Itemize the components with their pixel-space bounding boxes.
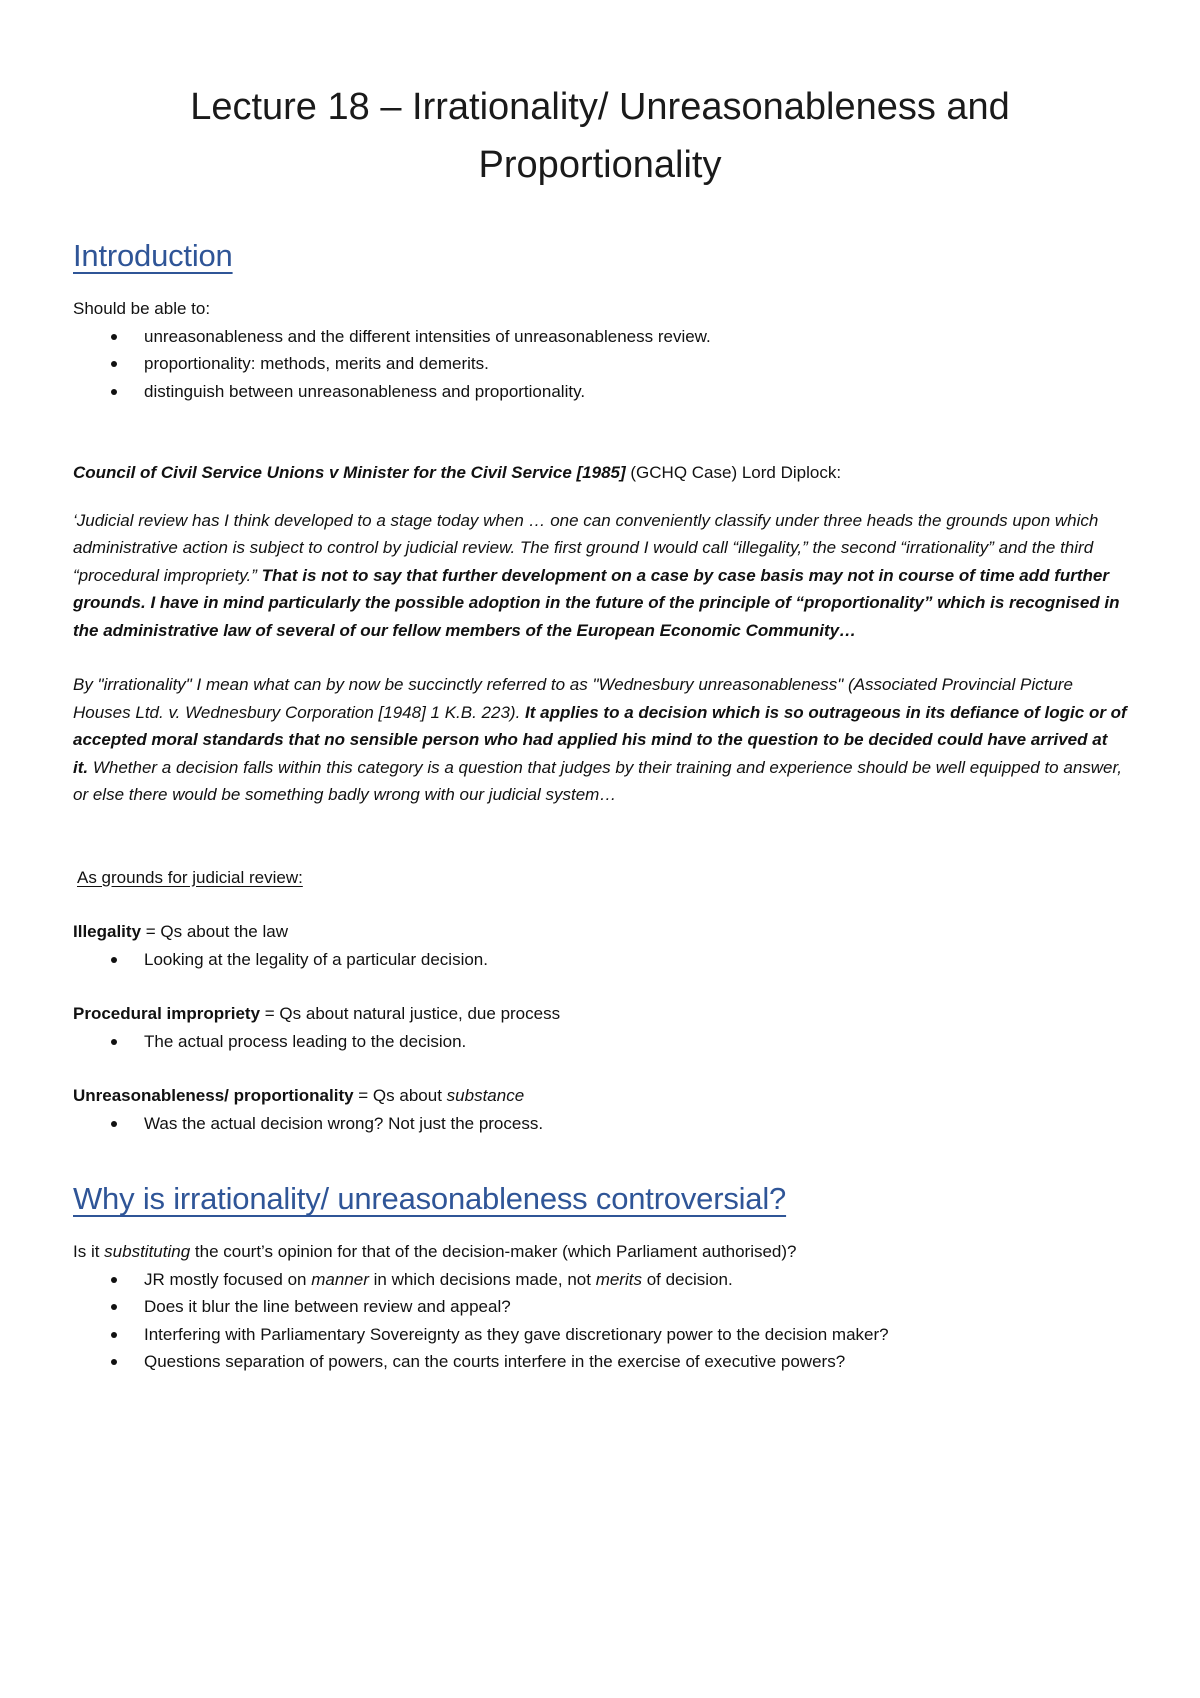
list-item: Does it blur the line between review and appeal? bbox=[73, 1293, 1127, 1321]
bullet-icon bbox=[111, 1332, 117, 1338]
list-item: JR mostly focused on manner in which decisions made, not merits of decision. bbox=[73, 1266, 1127, 1294]
bullet-icon bbox=[111, 1277, 117, 1283]
bullet-icon bbox=[111, 389, 117, 395]
quote-paragraph-1: ‘Judicial review has I think developed to a stage today when … one can conveniently classify under three heads the grounds upon which administrative action is subject to control by judicial review. The first ground I would call “illegality,” the second “irrationality” and the third “procedural impropriety.” That is not to say that further development on a case by case basis may not in course of time add further grounds. I have in mind particularly the possible adoption in the future of the principle of “proportionality” which is recognised in the administrative law of several of our fellow members of the European Economic Community… bbox=[73, 510, 1120, 640]
list-item: proportionality: methods, merits and demerits. bbox=[73, 350, 1127, 378]
procedural-list bbox=[73, 1028, 1127, 1056]
bullet-icon bbox=[111, 1121, 117, 1127]
why-list bbox=[73, 1266, 1127, 1376]
bullet-icon bbox=[111, 1359, 117, 1365]
page-title bbox=[73, 0, 1127, 194]
quote-paragraph-2: By "irrationality" I mean what can by now be succinctly referred to as "Wednesbury unreasonableness" (Associated Provincial Picture Houses Ltd. v. Wednesbury Corporation [1948] 1 K.B. 223). It applies to a decision which is so outrageous in its defiance of logic or of accepted moral standards that no sensible person who had applied his mind to the question to be decided could have arrived at it. Whether a decision falls within this category is a question that judges by their training and experience should be well equipped to answer, or else there would be something badly wrong with our judicial system… bbox=[73, 675, 1127, 804]
intro-lead: Should be able to: bbox=[73, 299, 211, 318]
list-item: Questions separation of powers, can the courts interfere in the exercise of executive powers? bbox=[73, 1348, 1127, 1376]
list-item: The actual process leading to the decision. bbox=[73, 1028, 1127, 1056]
grounds-heading: As grounds for judicial review: bbox=[77, 867, 303, 887]
bullet-icon bbox=[111, 334, 117, 340]
why-lead: Is it substituting the court’s opinion for that of the decision-maker (which Parliament authorised)? bbox=[73, 1242, 797, 1261]
ground-unreasonableness: Unreasonableness/ proportionality = Qs about substance bbox=[73, 1086, 525, 1105]
case-suffix: (GCHQ Case) Lord Diplock: bbox=[625, 463, 842, 482]
page-title-line-1: Lecture 18 – Irrationality/ Unreasonableness and bbox=[190, 86, 1010, 128]
heading-why-controversial: Why is irrationality/ unreasonableness controversial? bbox=[73, 1181, 787, 1216]
list-item: Was the actual decision wrong? Not just the process. bbox=[73, 1110, 1127, 1138]
bullet-icon bbox=[111, 957, 117, 963]
page-title-line-2: Proportionality bbox=[478, 144, 722, 186]
list-item: unreasonableness and the different intensities of unreasonableness review. bbox=[73, 323, 1127, 351]
bullet-icon bbox=[111, 361, 117, 367]
intro-list bbox=[73, 323, 1127, 406]
list-item: Interfering with Parliamentary Sovereignty as they gave discretionary power to the decision maker? bbox=[73, 1321, 1127, 1349]
case-citation bbox=[73, 459, 1127, 487]
bullet-icon bbox=[111, 1304, 117, 1310]
illegality-list bbox=[73, 946, 1127, 974]
ground-illegality: Illegality = Qs about the law bbox=[73, 922, 288, 941]
case-name: Council of Civil Service Unions v Minister for the Civil Service [1985] bbox=[73, 463, 626, 482]
bullet-icon bbox=[111, 1039, 117, 1045]
unreasonableness-list bbox=[73, 1110, 1127, 1138]
heading-introduction: Introduction bbox=[73, 238, 233, 273]
list-item: Looking at the legality of a particular decision. bbox=[73, 946, 1127, 974]
ground-procedural: Procedural impropriety = Qs about natural justice, due process bbox=[73, 1004, 561, 1023]
list-item: distinguish between unreasonableness and proportionality. bbox=[73, 378, 1127, 406]
